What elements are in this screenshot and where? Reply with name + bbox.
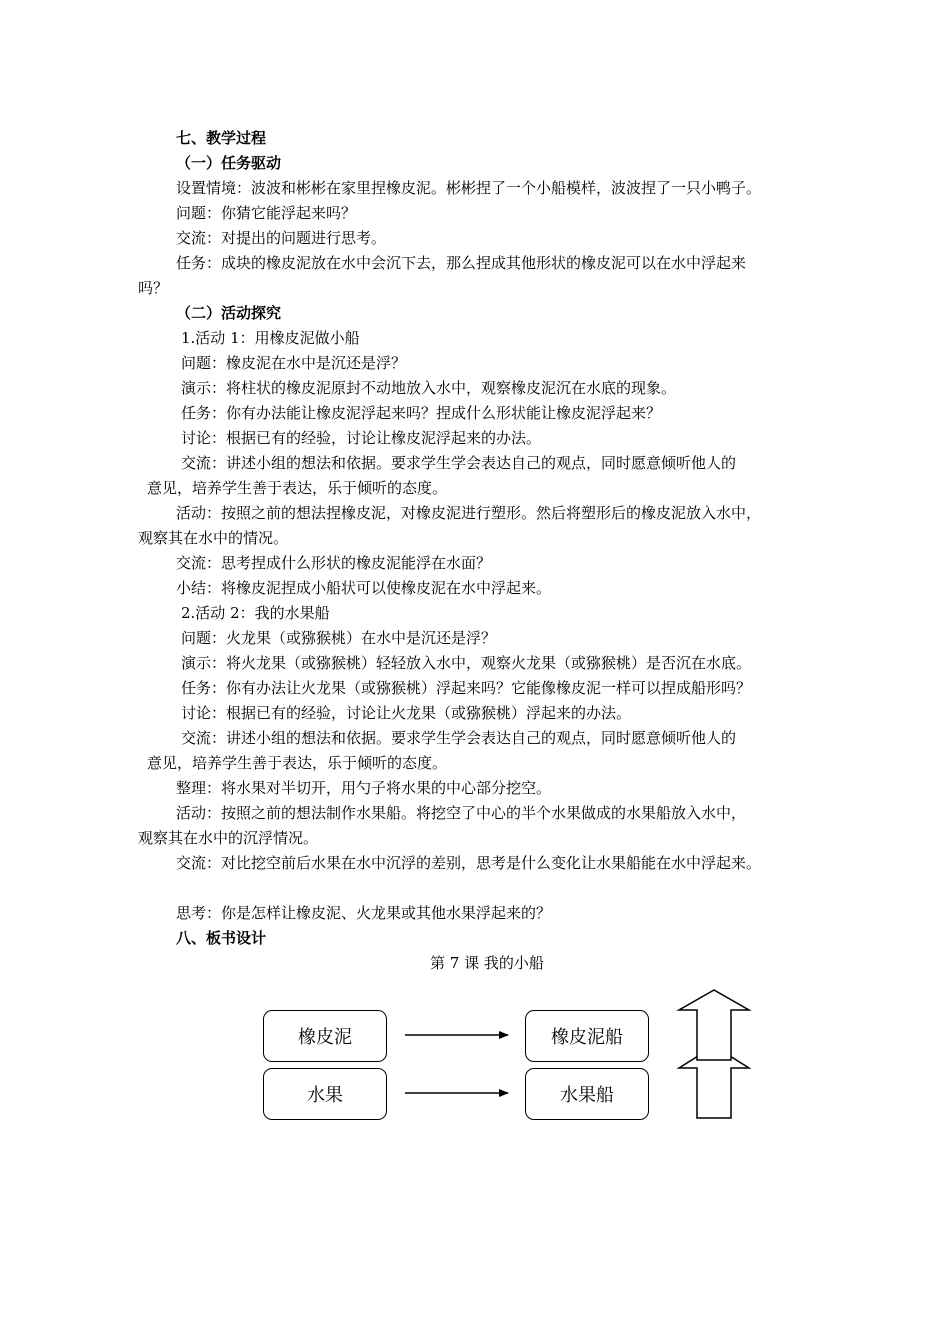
paragraph-line: 交流：思考捏成什么形状的橡皮泥能浮在水面？ xyxy=(176,554,492,572)
paragraph-line: 任务：你有办法让火龙果（或猕猴桃）浮起来吗？它能像橡皮泥一样可以捏成船形吗？ xyxy=(181,679,752,697)
activity2-title: 2.活动 2：我的水果船 xyxy=(181,604,330,622)
paragraph-line: 演示：将柱状的橡皮泥原封不动地放入水中，观察橡皮泥沉在水底的现象。 xyxy=(181,379,677,397)
activity1-title: 1.活动 1：用橡皮泥做小船 xyxy=(181,329,360,347)
paragraph-line: 整理：将水果对半切开，用勺子将水果的中心部分挖空。 xyxy=(176,779,552,797)
board-title: 第 7 课 我的小船 xyxy=(430,954,544,972)
paragraph-line: 交流：讲述小组的想法和依据。要求学生学会表达自己的观点，同时愿意倾听他人的 xyxy=(181,454,737,472)
paragraph-line: 活动：按照之前的想法捏橡皮泥，对橡皮泥进行塑形。然后将塑形后的橡皮泥放入水中， xyxy=(176,504,762,522)
paragraph-line: 观察其在水中的情况。 xyxy=(138,529,289,547)
box-plasticine: 橡皮泥 xyxy=(263,1010,387,1062)
paragraph-line: 任务：你有办法能让橡皮泥浮起来吗？捏成什么形状能让橡皮泥浮起来？ xyxy=(181,404,662,422)
section8-heading: 八、板书设计 xyxy=(176,929,267,947)
paragraph-line: 任务：成块的橡皮泥放在水中会沉下去，那么捏成其他形状的橡皮泥可以在水中浮起来 xyxy=(176,254,747,272)
box-fruit: 水果 xyxy=(263,1068,387,1120)
reflection-line: 思考：你是怎样让橡皮泥、火龙果或其他水果浮起来的？ xyxy=(176,904,552,922)
part1-heading: （一）任务驱动 xyxy=(176,154,282,172)
paragraph-line: 吗？ xyxy=(138,279,169,297)
paragraph-line: 问题：你猜它能浮起来吗？ xyxy=(176,204,357,222)
paragraph-line: 问题：火龙果（或猕猴桃）在水中是沉还是浮？ xyxy=(181,629,497,647)
paragraph-line: 活动：按照之前的想法制作水果船。将挖空了中心的半个水果做成的水果船放入水中， xyxy=(176,804,747,822)
paragraph-line: 讨论：根据已有的经验，讨论让火龙果（或猕猴桃）浮起来的办法。 xyxy=(181,704,632,722)
paragraph-line: 交流：对提出的问题进行思考。 xyxy=(176,229,387,247)
paragraph-line: 小结：将橡皮泥捏成小船状可以使橡皮泥在水中浮起来。 xyxy=(176,579,552,597)
paragraph-line: 演示：将火龙果（或猕猴桃）轻轻放入水中，观察火龙果（或猕猴桃）是否沉在水底。 xyxy=(181,654,752,672)
box-plasticine-boat: 橡皮泥船 xyxy=(525,1010,649,1062)
paragraph-line: 问题：橡皮泥在水中是沉还是浮？ xyxy=(181,354,407,372)
paragraph-line: 设置情境：波波和彬彬在家里捏橡皮泥。彬彬捏了一个小船模样，波波捏了一只小鸭子。 xyxy=(176,179,762,197)
part2-heading: （二）活动探究 xyxy=(176,304,282,322)
paragraph-line: 意见，培养学生善于表达，乐于倾听的态度。 xyxy=(147,754,448,772)
paragraph-line: 意见，培养学生善于表达，乐于倾听的态度。 xyxy=(147,479,448,497)
paragraph-line: 讨论：根据已有的经验，讨论让橡皮泥浮起来的办法。 xyxy=(181,429,542,447)
box-fruit-boat: 水果船 xyxy=(525,1068,649,1120)
paragraph-line: 交流：对比挖空前后水果在水中沉浮的差别，思考是什么变化让水果船能在水中浮起来。 xyxy=(176,854,762,872)
paragraph-line: 观察其在水中的沉浮情况。 xyxy=(138,829,319,847)
section7-heading: 七、教学过程 xyxy=(176,129,267,147)
paragraph-line: 交流：讲述小组的想法和依据。要求学生学会表达自己的观点，同时愿意倾听他人的 xyxy=(181,729,737,747)
up-arrow-icon xyxy=(679,990,749,1118)
